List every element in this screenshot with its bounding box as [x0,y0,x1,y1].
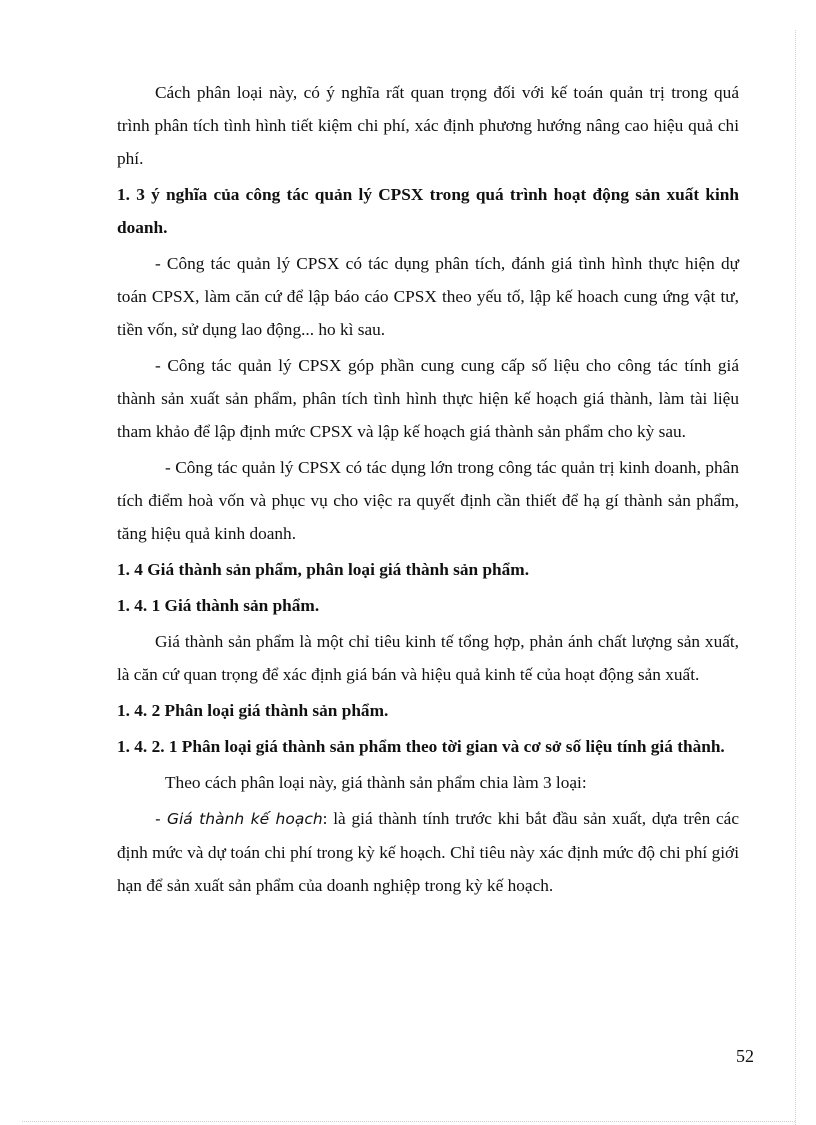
paragraph: - Công tác quản lý CPSX có tác dụng lớn trong công tác quản trị kinh doanh, phân tích điểm hoà vốn và phục vụ cho việc ra quyết định cần thiết để hạ gí thành sản phẩm, tăng hiệu quả kinh doanh. [117,458,739,543]
page-number: 52 [736,1046,754,1066]
paragraph: Giá thành sản phẩm là một chỉ tiêu kinh tế tổng hợp, phản ánh chất lượng sản xuất, là căn cứ quan trọng để xác định giá bán và hiệu quả kinh tế của hoạt động sản xuất. [117,632,739,684]
section-heading-1-4-1: 1. 4. 1 Giá thành sản phẩm. [117,596,320,615]
section-heading-1-4: 1. 4 Giá thành sản phẩm, phân loại giá thành sản phẩm. [117,560,530,579]
section-heading-1-4-2-1: 1. 4. 2. 1 Phân loại giá thành sản phẩm theo tời gian và cơ sở số liệu tính giá thành. [117,737,725,756]
section-heading-1-4-2: 1. 4. 2 Phân loại giá thành sản phẩm. [117,701,389,720]
term-definition: : là giá thành tính trước khi bắt đầu sản xuất, dựa trên các định mức và dự toán chi phí trong kỳ kế hoạch. Chỉ tiêu này xác định mức độ chi phí giới hạn để sản xuất sản phẩm của doanh nghiệp trong kỳ kế hoạch. [117,809,740,895]
paragraph: - Công tác quản lý CPSX góp phần cung cung cấp số liệu cho công tác tính giá thành sản xuất sản phẩm, phân tích tình hình thực hiện kế hoạch giá thành, làm tài liệu tham khảo để lập định mức CPSX và lập kế hoạch giá thành sản phẩm cho kỳ sau. [117,356,739,441]
page-border-bottom [22,1121,795,1122]
document-body [117,76,739,902]
paragraph: Theo cách phân loại này, giá thành sản phẩm chia làm 3 loại: [165,773,587,792]
paragraph: Cách phân loại này, có ý nghĩa rất quan trọng đối với kế toán quản trị trong quá trình phân tích tình hình tiết kiệm chi phí, xác định phương hướng nâng cao hiệu quả chi phí. [117,83,739,168]
term-label: - Giá thành kế hoạch [155,810,323,828]
page-border-right [795,30,796,1125]
section-heading-1-3: 1. 3 ý nghĩa của công tác quản lý CPSX trong quá trình hoạt động sản xuất kinh doanh. [117,185,739,237]
paragraph: - Công tác quản lý CPSX có tác dụng phân tích, đánh giá tình hình thực hiện dự toán CPSX, làm căn cứ để lập báo cáo CPSX theo yếu tố, lập kế hoach cung ứng vật tư, tiền vốn, sử dụng lao động... ho kì sau. [117,254,739,339]
paragraph [117,802,739,902]
